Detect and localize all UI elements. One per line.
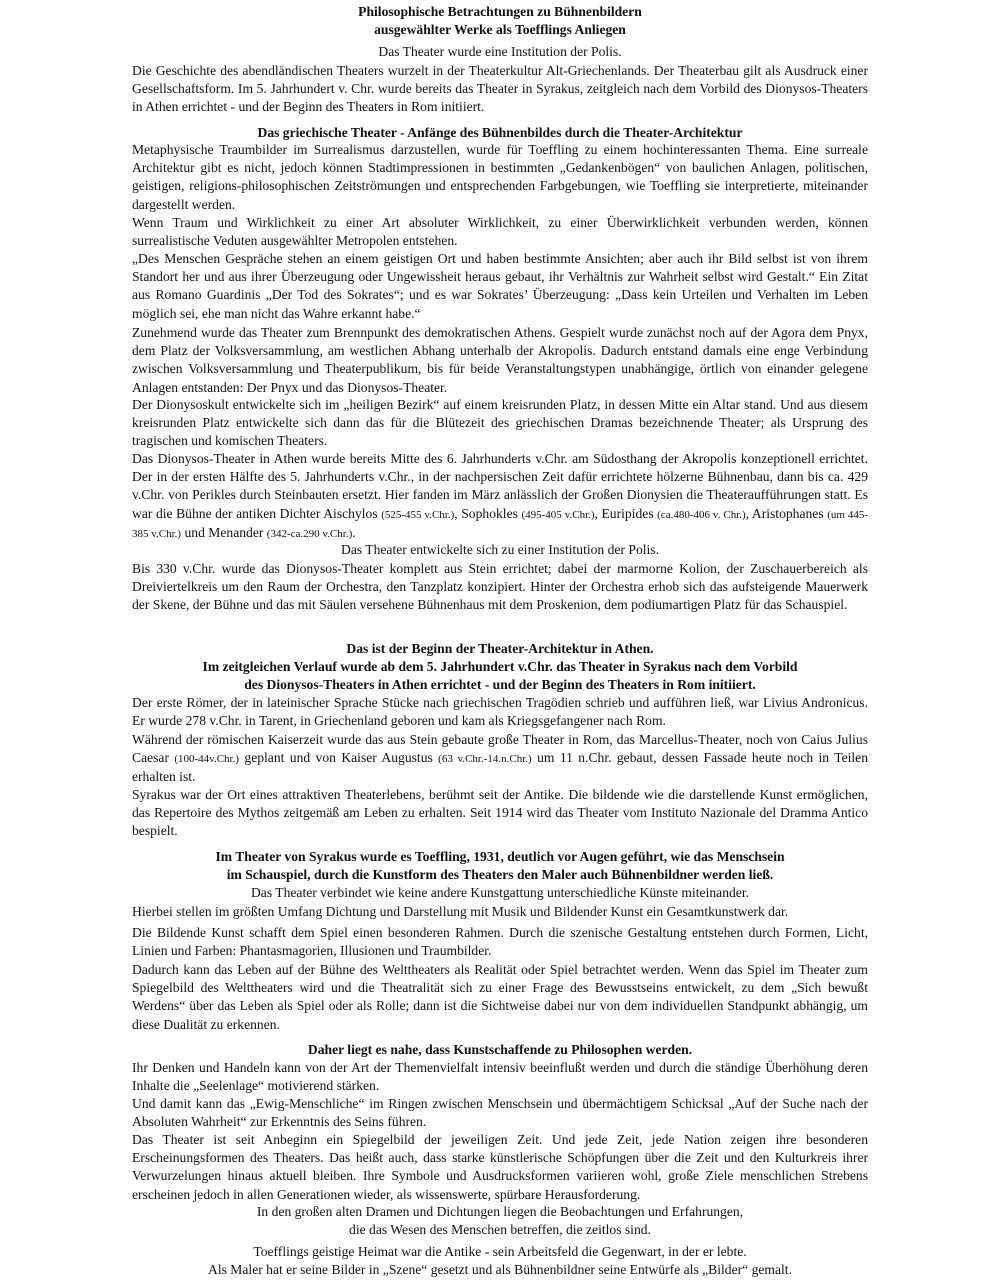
sophokles-dates: (495-405 v.Chr.) [521,508,595,521]
philosophy-paragraph-1: Ihr Denken und Handeln kann von der Art der Themenvielfalt intensiv beeinflußt werden und durch die ständige Überhöhung deren Inhalte die „Seelenlage“ motivierend stärken. [132,1060,868,1094]
greek-paragraph-1: Metaphysische Traumbilder im Surrealismus darzustellen, wurde für Toeffling zu einem hochinteressanten Thema. Eine surreale Architektur gibt es nicht, jedoch können Stadtimpressionen in bestimmten „Gedankenbögen“ von baulichen Anlagen, politischen, geistigen, religions-philosophischen Zeitströmungen und entsprechenden Farbgebungen, wie Toeffling sie interpretierte, miteinander dargestellt werden. [132,142,868,212]
rome-heading-2: Im zeitgleichen Verlauf wurde ab dem 5. Jahrhundert v.Chr. das Theater in Syrakus nach dem Vorbild [202,659,798,675]
syracuse-heading [100,848,900,884]
aristophanes-dates: (um 445-385 v.Chr.) [132,508,869,540]
rome-p2-text-c: um 11 n.Chr. gebaut, dessen Fassade heute noch in Teilen erhalten ist. [132,750,868,785]
greek-paragraph-3: „Des Menschen Gespräche stehen an einem geistigen Ort und haben bestimmte Ansichten; aber auch ihr Bild selbst ist von ihrem Standort her und aus ihrer Überzeugung oder Ungewissheit heraus gebaut, ihr Verhältnis zur Wahrheit selbst wird Gestalt.“ Ein Zitat aus Romano Guardinis „Der Tod des Sokrates“; und es war Sokrates’ Überzeugung: „Dass kein Urteilen und Verhalten im Leben möglich sei, ehe man nicht das Wahre erkannt habe.“ [132,251,868,321]
p6-text-d: , Aristophanes [745,505,828,521]
philosophy-paragraph-2: Und damit kann das „Ewig-Menschliche“ im Ringen zwischen Menschsein und übermächtigem Schicksal „Auf der Suche nach der Absoluten Wahrheit“ zur Erkenntnis des Seins führen. [132,1096,868,1130]
rome-p2-text-b: geplant und von Kaiser Augustus [239,750,439,766]
final-line-2: Als Maler hat er seine Bilder in „Szene“ gesetzt und als Bühnenbildner seine Entwürfe als „Bilder“ gemalt. [208,1262,792,1278]
greek-theater-heading: Das griechische Theater - Anfänge des Bühnenbildes durch die Theater-Architektur [257,125,743,140]
p6-text-a: Das Dionysos-Theater in Athen wurde bereits Mitte des 6. Jahrhunderts v.Chr. am Südosthang der Akropolis konzeptionell errichtet. Der in der ersten Hälfte des 5. Jahrhunderts v.Chr., in der nachpersischen Zeit dafür errichtete hölzerne Bühnenbau, dann bis ca. 429 v.Chr. von Perikles durch Steinbauten ersetzt. Hier fanden im März anlässlich der Großen Dionysien die Theateraufführungen statt. Es war die Bühne der antiken Dichter Aischylos [132,451,868,521]
greek-paragraph-4: Zunehmend wurde das Theater zum Brennpunkt des demokratischen Athens. Gespielt wurde zunächst noch auf der Agora dem Pnyx, dem Platz der Volksversammlung, am westlichen Abhang unterhalb der Akropolis. Dadurch entstand damals eine enge Verbindung zwischen Volksversammlung und Theaterpublikum, bis für beide Veranstaltungstypen unabhängige, örtlich von einander gelegene Anlagen entstanden: Der Pnyx und das Dionysos-Theater. [132,325,868,395]
intro-paragraph: Die Geschichte des abendländischen Theaters wurzelt in der Theaterkultur Alt-Griechenlands. Der Theaterbau gilt als Ausdruck einer Gesellschaftsform. Im 5. Jahrhundert v. Chr. wurde bereits das Theater in Syrakus, zeitgleich nach dem Vorbild des Dionysos-Theaters in Athen errichtet - und der Beginn des Theaters in Rom initiiert. [132,63,868,115]
rome-heading-1: Das ist der Beginn der Theater-Architektur in Athen. [346,641,654,656]
rome-heading [100,640,900,695]
title-line-1: Philosophische Betrachtungen zu Bühnenbildern [358,4,642,19]
syracuse-heading-1: Im Theater von Syrakus wurde es Toeffling, 1931, deutlich vor Augen geführt, wie das Menschsein [215,849,785,864]
closing-lines [100,1203,900,1239]
p6-text-b: , Sophokles [454,505,522,521]
menander-dates: (342-ca.290 v.Chr.) [266,527,353,540]
closing-line-2: die das Wesen des Menschen betreffen, die zeitlos sind. [349,1222,651,1238]
greek-paragraph-5: Der Dionysoskult entwickelte sich im „heiligen Bezirk“ auf einem kreisrunden Platz, in dessen Mitte ein Altar stand. Und aus diesem kreisrunden Platz entwickelte sich dann das für die Blütezeit des griechischen Dramas bezeichnende Theater; als Ursprung des tragischen und komischen Theaters. [132,397,868,449]
syracuse-paragraph-3: Dadurch kann das Leben auf der Bühne des Welttheaters als Realität oder Spiel betrachtet werden. Wenn das Spiel im Theater zum Spiegelbild des Welttheaters wird und die Theatralität sich zu einer Frage des Bewusstseins entwickelt, zu dem „Sich bewußt Werdens“ über das Leben als Spiel oder als Rolle; dann ist die Sichtweise dabei nur von dem individuellen Standpunkt abhängig, um diese Dualität zu erkennen. [132,962,868,1032]
final-line-1: Toefflings geistige Heimat war die Antike - sein Arbeitsfeld die Gegenwart, in der er lebte. [253,1244,747,1259]
greek-motto: Das Theater entwickelte sich zu einer Institution der Polis. [341,542,659,557]
caesar-dates: (100-44v.Chr.) [174,753,240,766]
euripides-dates: (ca.480-406 v. Chr.) [657,508,746,521]
philosophy-paragraph-3: Das Theater ist seit Anbeginn ein Spiegelbild der jeweiligen Zeit. Und jede Zeit, jede Nation zeigen ihre besonderen Erscheinungsformen des Theaters. Das heißt auch, dass starke künstlerische Schöpfungen über die Zeit und den Kulturkreis ihrer Verwurzelungen hinaus aktuell bleiben. Ihre Symbole und Ausdrucksformen variieren wohl, große Ziele menschlichen Strebens erscheinen jedoch in allen Generationen wieder, als wissenswerte, spürbare Herausforderung. [132,1132,868,1202]
greek-paragraph-2: Wenn Traum und Wirklichkeit zu einer Art absoluter Wirklichkeit, zu einer Überwirklichkeit verbunden werden, können surrealistische Veduten ausgewählter Metropolen entstehen. [132,215,868,249]
greek-paragraph-7: Bis 330 v.Chr. wurde das Dionysos-Theater komplett aus Stein errichtet; dabei der marmorne Kolion, der Zuschauerbereich als Dreiviertelkreis um den Raum der Orchestra, den Tanzplatz konzipiert. Hinter der Orchestra erhob sich das aufsteigende Mauerwerk der Skene, der Bühne und das mit Säulen versehene Bühnenhaus mit dem Proskenion, dem podiumartigen Platz für das Schauspiel. [132,561,868,613]
aischylos-dates: (525-455 v.Chr.) [381,508,455,521]
syracuse-paragraph-1: Hierbei stellen im größten Umfang Dichtung und Darstellung mit Musik und Bildender Kunst ein Gesamtkunstwerk dar. [132,904,789,919]
p6-text-e: und Menander [181,524,267,540]
greek-paragraph-6 [132,450,868,543]
rome-paragraph-3: Syrakus war der Ort eines attraktiven Theaterlebens, berühmt seit der Antike. Die bildende wie die darstellende Kunst ermöglichen, das Repertoire des Mythos zeitgemäß am Leben zu erhalten. Seit 1914 wird das Theater vom Instituto Nazionale del Dramma Antico bespielt. [132,787,868,839]
rome-p2-text-a: Während der römischen Kaiserzeit wurde das aus Stein gebaute große Theater in Rom, das Marcellus-Theater, noch von Caius Julius Caesar [132,732,868,766]
document-title [100,3,900,39]
p6-text-f: . [352,524,356,540]
philosophy-heading: Daher liegt es nahe, dass Kunstschaffende zu Philosophen werden. [307,1042,693,1057]
augustus-dates: (63 v.Chr.-14.n.Chr.) [438,753,532,766]
title-line-2: ausgewählter Werke als Toefflings Anliegen [374,22,626,38]
final-lines [100,1243,900,1279]
syracuse-paragraph-2: Die Bildende Kunst schafft dem Spiel einen besonderen Rahmen. Durch die szenische Gestaltung entstehen durch Formen, Licht, Linien und Farben: Phantasmagorien, Illusionen und Traumbilder. [132,925,868,959]
syracuse-heading-2: im Schauspiel, durch die Kunstform des Theaters den Maler auch Bühnenbildner werden ließ. [226,867,774,883]
rome-paragraph-1: Der erste Römer, der in lateinischer Sprache Stücke nach griechischen Tragödien schrieb und aufführen ließ, war Livius Andronicus. Er wurde 278 v.Chr. in Tarent, in Griechenland geboren und kam als Kriegsgefangener nach Rom. [132,695,868,729]
rome-paragraph-2 [132,731,868,787]
syracuse-motto: Das Theater verbindet wie keine andere Kunstgattung unterschiedliche Künste miteinander. [250,885,750,900]
p6-text-c: , Euripides [594,505,658,521]
rome-heading-3: des Dionysos-Theaters in Athen errichtet - und der Beginn des Theaters in Rom initiiert. [244,677,756,693]
closing-line-1: In den großen alten Dramen und Dichtungen liegen die Beobachtungen und Erfahrungen, [256,1204,744,1219]
intro-motto: Das Theater wurde eine Institution der Polis. [378,44,622,59]
